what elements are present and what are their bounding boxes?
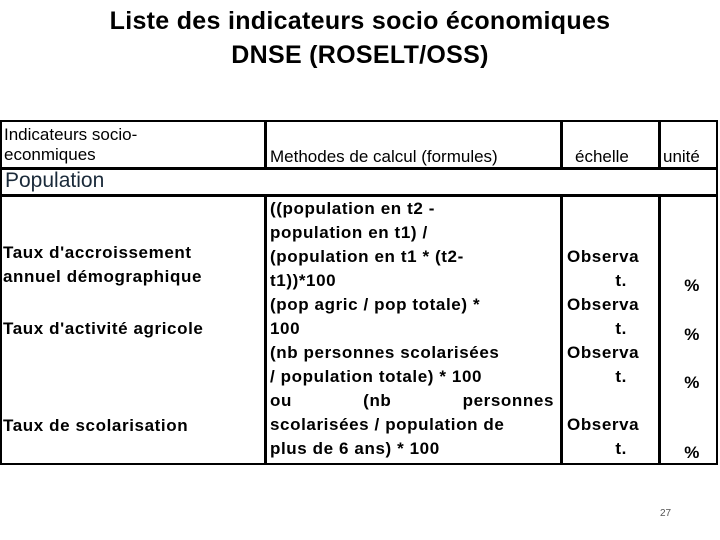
section-population: Population [2,170,716,194]
method-column: ((population en t2 - population en t1) / (population en t1 * (t2- t1))*100 (pop agric / pop totale) * 100 (nb personnes scolarisées / population totale) * 100 ou (nb personnes scolarisées / population de plus de 6 ans) * 100 [267,197,560,463]
title-line-1: Liste des indicateurs socio économiques [109,7,611,35]
page-number: 27 [660,508,672,519]
indicator-agri-activity: Taux d'activité agricole [3,319,204,338]
page-title [0,4,720,72]
title-line-2: DNSE (ROSELT/OSS) [231,41,489,69]
indicator-growth: Taux d'accroissement annuel démographique [3,243,203,286]
indicator-column [2,197,264,463]
header-method: Methodes de calcul (formules) [267,122,560,167]
header-indicator: Indicateurs socio- econmiques [2,122,264,167]
indicator-schooling: Taux de scolarisation [3,416,189,435]
scale-column: Observa t. Observa t. Observa t. Observa t. [563,197,658,463]
unit-column: % % % % [661,197,716,463]
header-scale: échelle [563,122,658,167]
indicators-table [0,120,718,465]
header-unit: unité [661,122,716,167]
